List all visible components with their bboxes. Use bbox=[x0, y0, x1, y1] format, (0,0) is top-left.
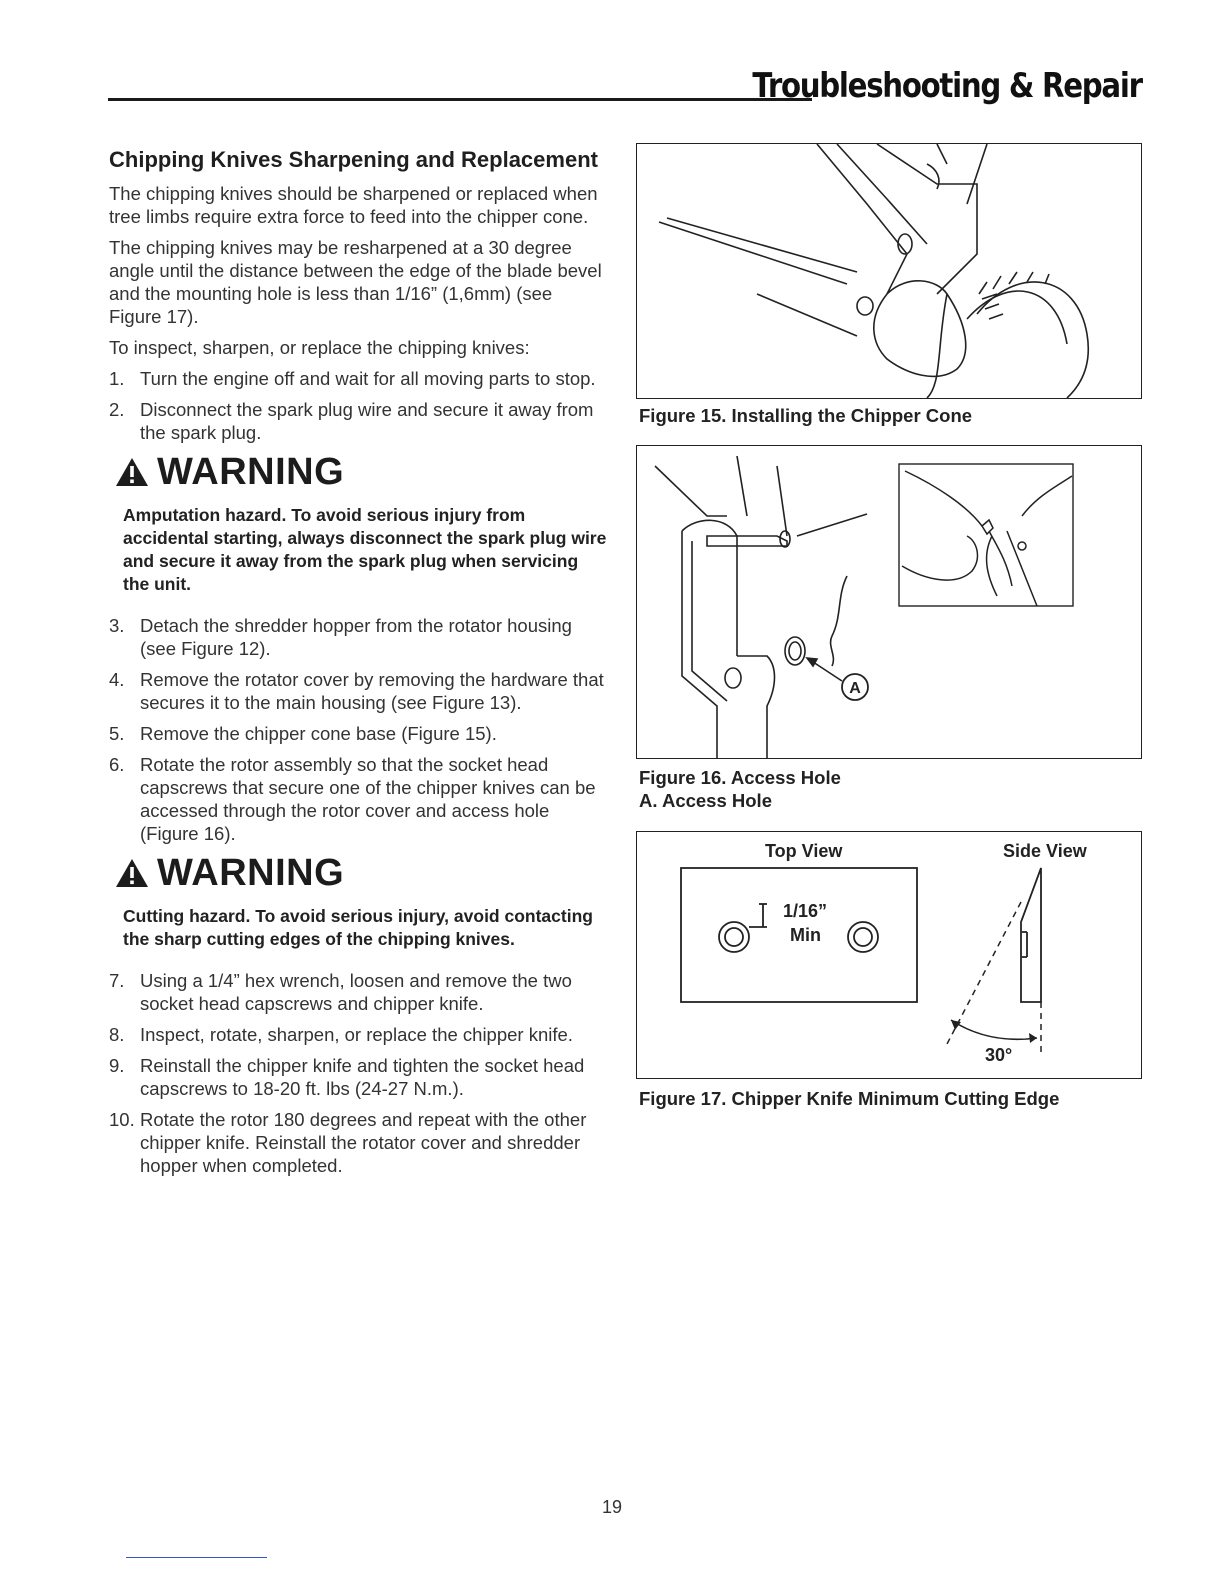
intro-paragraph: The chipping knives should be sharpened or replaced when tree limbs require extra force to feed into the chipper cone. bbox=[109, 183, 598, 227]
list-item: 8. Inspect, rotate, sharpen, or replace the chipper knife. bbox=[109, 1024, 573, 1045]
warning-amputation bbox=[109, 452, 609, 596]
list-item: 2. Disconnect the spark plug wire and secure it away from the spark plug. bbox=[109, 399, 594, 443]
figure-17-caption: Figure 17. Chipper Knife Minimum Cutting Edge bbox=[639, 1088, 1060, 1109]
knife-edge-drawing bbox=[637, 832, 1141, 1078]
warning-text: Cutting hazard. To avoid serious injury, avoid contacting the sharp cutting edges of the chipping knives. bbox=[123, 906, 593, 949]
steps-list-c bbox=[109, 969, 609, 1177]
warning-triangle-icon bbox=[115, 858, 149, 888]
list-item: 7. Using a 1/4” hex wrench, loosen and remove the two socket head capscrews and chipper knife. bbox=[109, 970, 572, 1014]
figure-16-caption: Figure 16. Access Hole bbox=[639, 767, 841, 788]
chipper-cone-drawing bbox=[637, 144, 1141, 398]
warning-title: WARNING bbox=[157, 451, 345, 493]
figure-16-illustration bbox=[636, 445, 1142, 759]
page-number: 19 bbox=[601, 1497, 623, 1517]
list-item: 9. Reinstall the chipper knife and tighten the socket head capscrews to 18-20 ft. lbs (24-27 N.m.). bbox=[109, 1055, 585, 1099]
steps-list-a bbox=[109, 367, 609, 444]
list-item: 1. Turn the engine off and wait for all moving parts to stop. bbox=[109, 368, 596, 389]
minimum-label: Min bbox=[790, 925, 821, 945]
warning-title: WARNING bbox=[157, 852, 345, 894]
figure-16-legend: A. Access Hole bbox=[639, 790, 772, 811]
left-column bbox=[109, 146, 609, 1185]
section-title: Troubleshooting & Repair bbox=[752, 66, 1142, 106]
inspect-intro: To inspect, sharpen, or replace the chipping knives: bbox=[109, 337, 530, 358]
header-rule bbox=[108, 98, 812, 101]
list-item: 3. Detach the shredder hopper from the rotator housing (see Figure 12). bbox=[109, 615, 572, 659]
section-heading: Chipping Knives Sharpening and Replacement bbox=[109, 147, 598, 172]
list-item: 5. Remove the chipper cone base (Figure 15). bbox=[109, 723, 497, 744]
footer-rule bbox=[126, 1557, 267, 1558]
figure-15-illustration bbox=[636, 143, 1142, 399]
list-item: 6. Rotate the rotor assembly so that the socket head capscrews that secure one of the chipper knives can be accessed through the rotor cover and access hole (Figure 16). bbox=[109, 754, 596, 844]
top-view-label: Top View bbox=[765, 841, 843, 861]
list-item: 4. Remove the rotator cover by removing the hardware that secures it to the main housing (see Figure 13). bbox=[109, 669, 604, 713]
dimension-label: 1/16” bbox=[783, 901, 828, 921]
steps-list-b bbox=[109, 614, 609, 845]
access-hole-drawing bbox=[637, 446, 1141, 758]
warning-triangle-icon bbox=[115, 457, 149, 487]
figure-17-illustration bbox=[636, 831, 1142, 1079]
resharpen-paragraph: The chipping knives may be resharpened at a 30 degree angle until the distance between the edge of the blade bevel and the mounting hole is less than 1/16” (1,6mm) (see Figure 17). bbox=[109, 237, 602, 327]
warning-cutting bbox=[109, 853, 609, 951]
figure-15-caption: Figure 15. Installing the Chipper Cone bbox=[639, 405, 973, 426]
callout-a-label: A bbox=[849, 680, 861, 697]
list-item: 10. Rotate the rotor 180 degrees and repeat with the other chipper knife. Reinstall the rotator cover and shredder hopper when completed. bbox=[109, 1109, 587, 1176]
angle-label: 30° bbox=[985, 1045, 1013, 1065]
warning-text: Amputation hazard. To avoid serious injury from accidental starting, always disconnect the spark plug wire and secure it away from the spark plug when servicing the unit. bbox=[123, 505, 607, 594]
side-view-label: Side View bbox=[1003, 841, 1087, 861]
